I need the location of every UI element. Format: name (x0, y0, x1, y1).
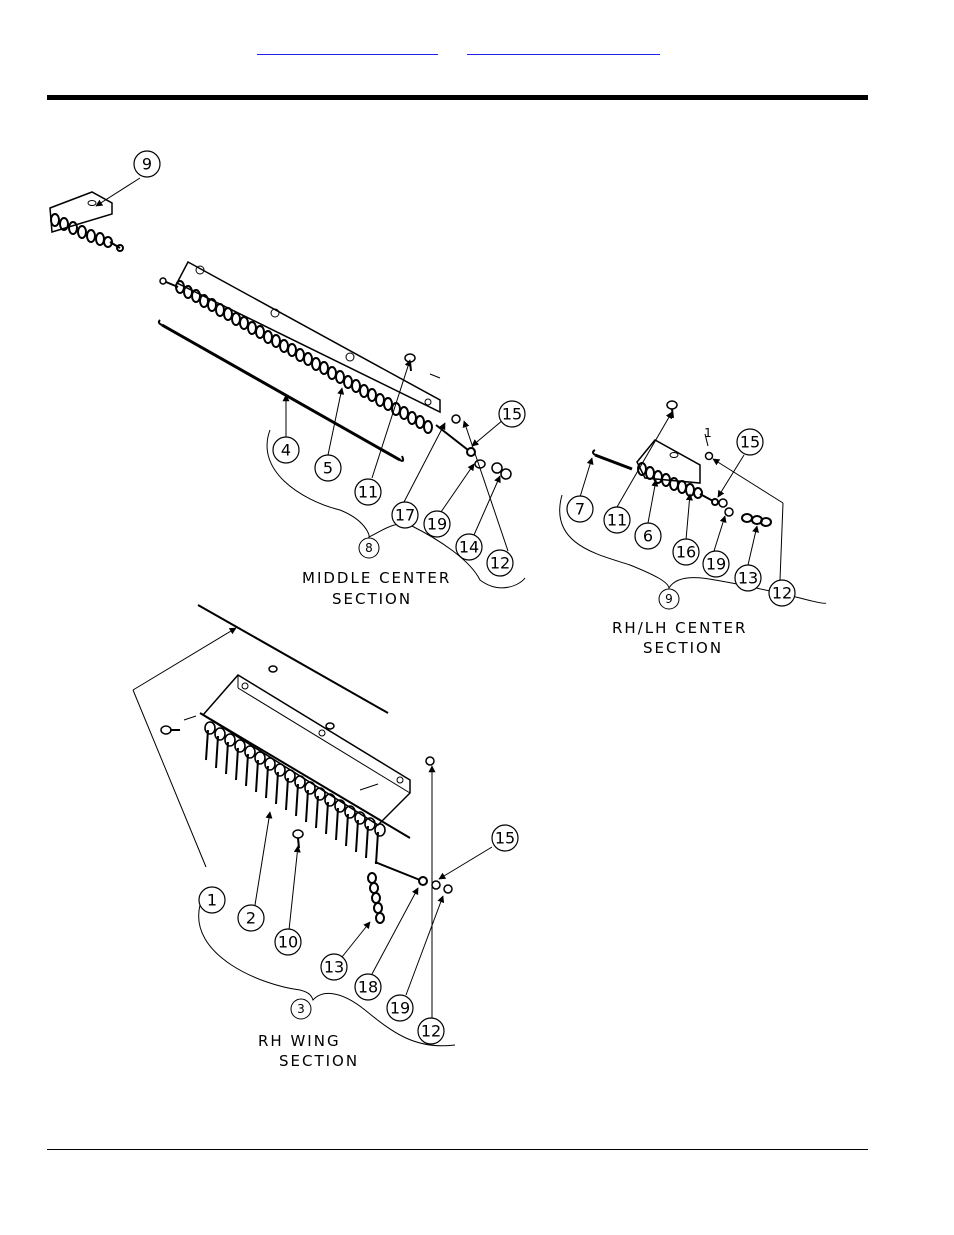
svg-text:19: 19 (426, 514, 448, 534)
svg-text:6: 6 (642, 526, 654, 546)
svg-text:12: 12 (771, 583, 793, 603)
svg-text:18: 18 (357, 977, 379, 997)
rh-wing-caption-1: RH WING (258, 1032, 341, 1050)
svg-text:15: 15 (739, 432, 761, 452)
lh-fragment-illustration (50, 192, 123, 251)
svg-text:16: 16 (675, 542, 697, 562)
rh-lh-center-caption-2: SECTION (643, 639, 724, 657)
rh-wing-caption-2: SECTION (279, 1052, 360, 1070)
svg-text:9: 9 (665, 592, 673, 606)
callout-9-fragment: 9 (141, 154, 153, 174)
rh-lh-center-caption-1: RH/LH CENTER (612, 619, 748, 637)
svg-text:4: 4 (280, 440, 292, 460)
svg-text:10: 10 (277, 932, 299, 952)
svg-text:5: 5 (322, 458, 334, 478)
svg-text:13: 13 (323, 957, 345, 977)
svg-text:15: 15 (501, 404, 523, 424)
svg-text:3: 3 (297, 1002, 305, 1016)
svg-text:19: 19 (389, 998, 411, 1018)
small-mark: 1 (704, 426, 712, 440)
svg-text:1: 1 (206, 890, 218, 910)
middle-center-illustration (159, 262, 511, 479)
svg-text:12: 12 (489, 553, 511, 573)
middle-center-caption-1: MIDDLE CENTER (302, 569, 452, 587)
svg-text:19: 19 (705, 554, 727, 574)
svg-text:15: 15 (494, 828, 516, 848)
svg-text:7: 7 (574, 499, 586, 519)
svg-text:13: 13 (737, 568, 759, 588)
svg-text:17: 17 (394, 505, 416, 525)
rh-wing-illustration (161, 605, 452, 923)
rh-wing-callouts (199, 825, 518, 1044)
svg-text:8: 8 (365, 541, 373, 555)
svg-text:11: 11 (606, 510, 628, 530)
svg-text:11: 11 (357, 482, 379, 502)
middle-center-caption-2: SECTION (332, 590, 413, 608)
svg-text:14: 14 (458, 537, 480, 557)
svg-text:12: 12 (420, 1021, 442, 1041)
svg-text:2: 2 (245, 908, 257, 928)
